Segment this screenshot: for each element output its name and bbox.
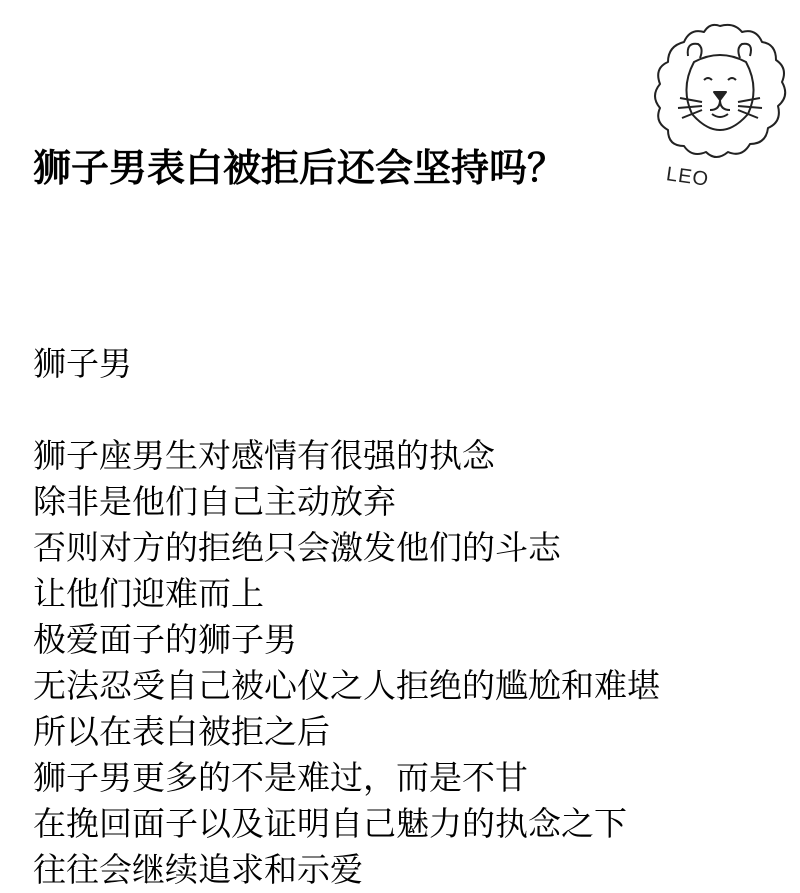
paragraph-line: 狮子座男生对感情有很强的执念 [33,436,495,475]
paragraph-line: 所以在表白被拒之后 [33,712,330,751]
lion-face-icon [650,18,790,168]
section-heading: 狮子男 [33,344,132,383]
paragraph-line: 让他们迎难而上 [33,574,264,613]
paragraph-line: 无法忍受自己被心仪之人拒绝的尴尬和难堪 [33,666,660,705]
paragraph-line: 往往会继续追求和示爱 [33,850,363,889]
paragraph-line: 在挽回面子以及证明自己魅力的执念之下 [33,804,627,843]
paragraph-line: 否则对方的拒绝只会激发他们的斗志 [33,528,561,567]
page-title: 狮子男表白被拒后还会坚持吗？ [33,146,566,190]
paragraph-line: 除非是他们自己主动放弃 [33,482,396,521]
logo-text: LEO [664,163,711,191]
paragraph [33,433,660,893]
paragraph-line: 极爱面子的狮子男 [33,620,297,659]
paragraph-line: 狮子男更多的不是难过，而是不甘 [33,758,528,797]
